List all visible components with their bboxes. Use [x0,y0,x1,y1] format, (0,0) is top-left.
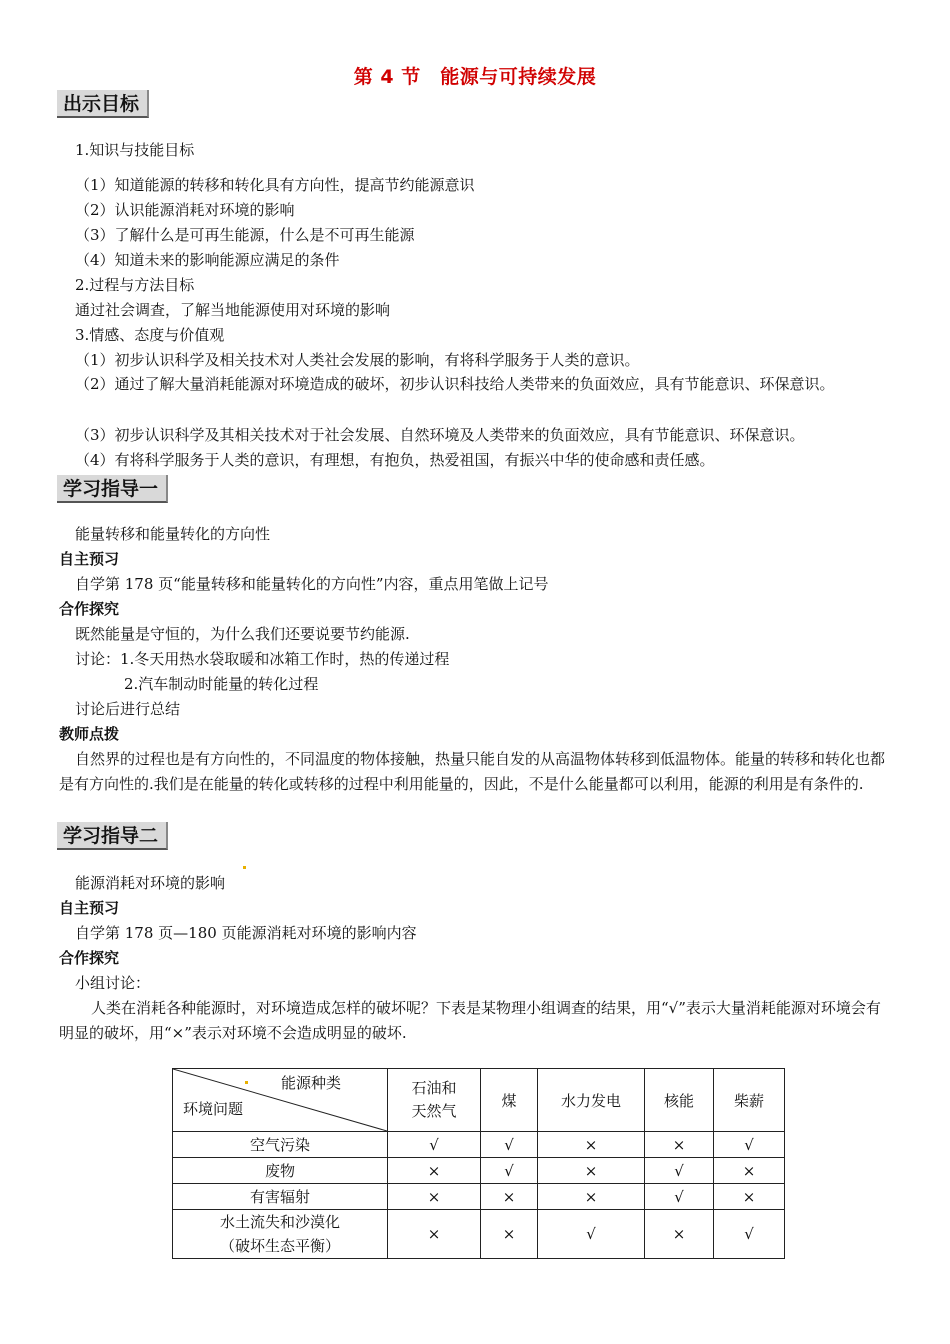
objective-line: （1）初步认识科学及相关技术对人类社会发展的影响，有将科学服务于人类的意识。 [75,351,640,369]
stray-mark [245,1081,248,1084]
table-row [173,1132,785,1158]
table-cell: √ [645,1184,714,1210]
preview-heading: 自主预习 [59,899,120,917]
table-cell: × [538,1158,645,1184]
summary-line: 讨论后进行总结 [75,700,181,718]
objective-line: （4）有将科学服务于人类的意识，有理想，有抱负，热爱祖国，有振兴中华的使命感和责任感。 [75,451,715,469]
banner-objectives: 出示目标 [57,90,149,118]
table-cell: √ [645,1158,714,1184]
objective-line: （3）初步认识科学及其相关技术对于社会发展、自然环境及人类带来的负面效应，具有节能意识、环保意识。 [75,426,805,444]
table-cell: × [714,1184,785,1210]
teacher-paragraph: 自然界的过程也是有方向性的，不同温度的物体接触，热量只能自发的从高温物体转移到低温物体。能量的转移和转化也都是有方向性的.我们是在能量的转化或转移的过程中利用能量的，因此，不是什么能量都可以利用，能源的利用是有条件的. [59,750,886,793]
objective-line: （3）了解什么是可再生能源，什么是不可再生能源 [75,226,415,244]
table-cell: × [388,1158,481,1184]
objective-line: （1）知道能源的转移和转化具有方向性，提高节约能源意识 [75,176,475,194]
page-title: 第 4 节 能源与可持续发展 [353,66,597,88]
objective-line: 通过社会调查，了解当地能源使用对环境的影响 [75,301,391,319]
row-issue: 空气污染 [173,1132,388,1158]
coop-heading: 合作探究 [59,949,120,967]
table-cell: × [538,1132,645,1158]
column-header: 核能 [645,1069,714,1132]
banner-guide-two: 学习指导二 [57,822,168,850]
table-cell: √ [481,1132,538,1158]
discussion-item: 讨论：1.冬天用热水袋取暖和冰箱工作时，热的传递过程 [75,650,450,668]
table-row [173,1158,785,1184]
objective-line: （2）通过了解大量消耗能源对环境造成的破坏，初步认识科技给人类带来的负面效应，具有节能意识、环保意识。 [75,375,835,393]
table-cell: × [714,1158,785,1184]
table-cell: √ [714,1132,785,1158]
row-issue: 有害辐射 [173,1184,388,1210]
table-cell: √ [388,1132,481,1158]
diagonal-header-cell [173,1069,388,1132]
preview-text: 自学第 178 页“能量转移和能量转化的方向性”内容，重点用笔做上记号 [75,575,549,593]
stray-mark [243,866,246,869]
teacher-heading: 教师点拨 [59,725,120,743]
objective-line: 1.知识与技能目标 [75,141,195,159]
banner-guide-one: 学习指导一 [57,475,168,503]
table-cell: × [538,1184,645,1210]
column-header: 柴薪 [714,1069,785,1132]
table-cell: × [388,1184,481,1210]
preview-text: 自学第 178 页—180 页能源消耗对环境的影响内容 [75,924,417,942]
objective-line: 3.情感、态度与价值观 [75,326,225,344]
survey-intro: 人类在消耗各种能源时，对环境造成怎样的破坏呢？下表是某物理小组调查的结果，用“√”表示大量消耗能源对环境会有明显的破坏，用“×”表示对环境不会造成明显的破坏. [59,999,881,1042]
preview-heading: 自主预习 [59,550,120,568]
coop-heading: 合作探究 [59,600,120,618]
column-header: 煤 [481,1069,538,1132]
table-cell: × [481,1184,538,1210]
group-discussion-label: 小组讨论： [75,974,151,992]
objective-line: （4）知道未来的影响能源应满足的条件 [75,251,340,269]
objective-line: 2.过程与方法目标 [75,276,195,294]
survey-table [172,1068,785,1259]
row-issue-sub: （破坏生态平衡） [219,1237,340,1255]
column-header: 水力发电 [538,1069,645,1132]
objective-line: （2）认识能源消耗对环境的影响 [75,201,295,219]
row-issue-main: 水土流失和沙漠化 [219,1213,340,1231]
topic-heading: 能源消耗对环境的影响 [75,874,226,892]
table-cell: × [645,1132,714,1158]
table-cell: × [388,1210,481,1259]
table-cell: √ [481,1158,538,1184]
corner-label-issue: 环境问题 [183,1100,244,1118]
topic-heading: 能量转移和能量转化的方向性 [75,525,271,543]
corner-label-energy: 能源种类 [280,1074,341,1092]
discussion-item: 2.汽车制动时能量的转化过程 [124,675,319,693]
row-issue [173,1210,388,1259]
table-header-row [173,1069,785,1132]
column-header: 石油和 天然气 [388,1069,481,1132]
table-cell: √ [714,1210,785,1259]
table-cell: × [645,1210,714,1259]
coop-question: 既然能量是守恒的，为什么我们还要说要节约能源. [75,625,410,643]
table-cell: × [481,1210,538,1259]
table-cell: √ [538,1210,645,1259]
row-issue: 废物 [173,1158,388,1184]
table-row [173,1210,785,1259]
table-row [173,1184,785,1210]
